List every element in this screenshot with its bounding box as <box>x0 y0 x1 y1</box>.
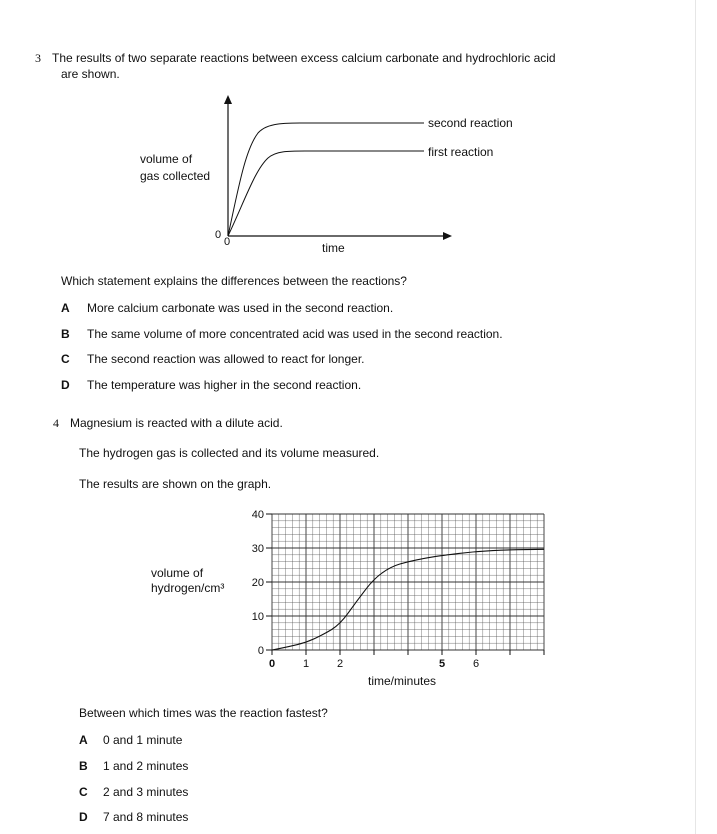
q4-ticks <box>252 509 544 670</box>
q4-line1: Magnesium is reacted with a dilute acid. <box>70 416 283 430</box>
x-tick-label: 0 <box>268 658 276 670</box>
q3-stem-line2: are shown. <box>61 67 120 81</box>
q3-xlabel: time <box>322 241 345 255</box>
q4-grid <box>272 514 544 650</box>
q3-series-label-first: first reaction <box>428 145 494 159</box>
q3-origin-x: 0 <box>224 236 231 248</box>
q3-ylabel-line1: volume of <box>140 152 193 166</box>
x-tick-label: 5 <box>438 658 446 670</box>
q3-option-c-letter: C <box>61 352 70 366</box>
q4-option-b-text: 1 and 2 minutes <box>103 759 189 773</box>
q4-option-d-letter: D <box>79 810 88 824</box>
q3-option-a-letter: A <box>61 301 70 315</box>
q4-option-c-text: 2 and 3 minutes <box>103 785 189 799</box>
q3-option-b-letter: B <box>61 327 70 341</box>
q4-question: Between which times was the reaction fastest? <box>79 706 328 720</box>
q3-option-c-text: The second reaction was allowed to react for longer. <box>87 352 365 366</box>
q3-option-d-letter: D <box>61 378 70 392</box>
q4-option-a-letter: A <box>79 733 88 747</box>
q3-option-b-text: The same volume of more concentrated acid was used in the second reaction. <box>87 327 503 341</box>
q3-option-a-text: More calcium carbonate was used in the second reaction. <box>87 301 394 315</box>
q4-option-a-text: 0 and 1 minute <box>103 733 183 747</box>
q4-line3: The results are shown on the graph. <box>79 477 272 491</box>
q3-series-label-second: second reaction <box>428 116 513 130</box>
y-tick-label: 10 <box>251 611 264 623</box>
q4-option-c-letter: C <box>79 785 88 799</box>
q4-xlabel: time/minutes <box>368 674 437 688</box>
y-tick-label: 30 <box>251 543 264 555</box>
q4-number: 4 <box>53 416 59 430</box>
x-tick-label: 6 <box>472 658 480 670</box>
q4-option-d-text: 7 and 8 minutes <box>103 810 189 824</box>
x-tick-label: 1 <box>302 658 310 670</box>
x-tick-label: 2 <box>336 658 344 670</box>
q3-ylabel-line2: gas collected <box>140 169 211 183</box>
q3-origin-y: 0 <box>215 229 222 241</box>
q4-option-b-letter: B <box>79 759 88 773</box>
q3-option-d-text: The temperature was higher in the second reaction. <box>87 378 362 392</box>
y-tick-label: 40 <box>251 509 264 521</box>
q4-ylabel-line1: volume of <box>151 566 204 580</box>
q3-stem-line1: The results of two separate reactions between excess calcium carbonate and hydrochloric acid <box>52 51 556 65</box>
q4-line2: The hydrogen gas is collected and its volume measured. <box>79 446 380 460</box>
q3-number: 3 <box>35 51 41 65</box>
y-tick-label: 20 <box>251 577 264 589</box>
q3-question: Which statement explains the differences between the reactions? <box>61 274 407 288</box>
q4-ylabel-line2: hydrogen/cm³ <box>151 581 225 595</box>
y-tick-label: 0 <box>257 645 264 657</box>
